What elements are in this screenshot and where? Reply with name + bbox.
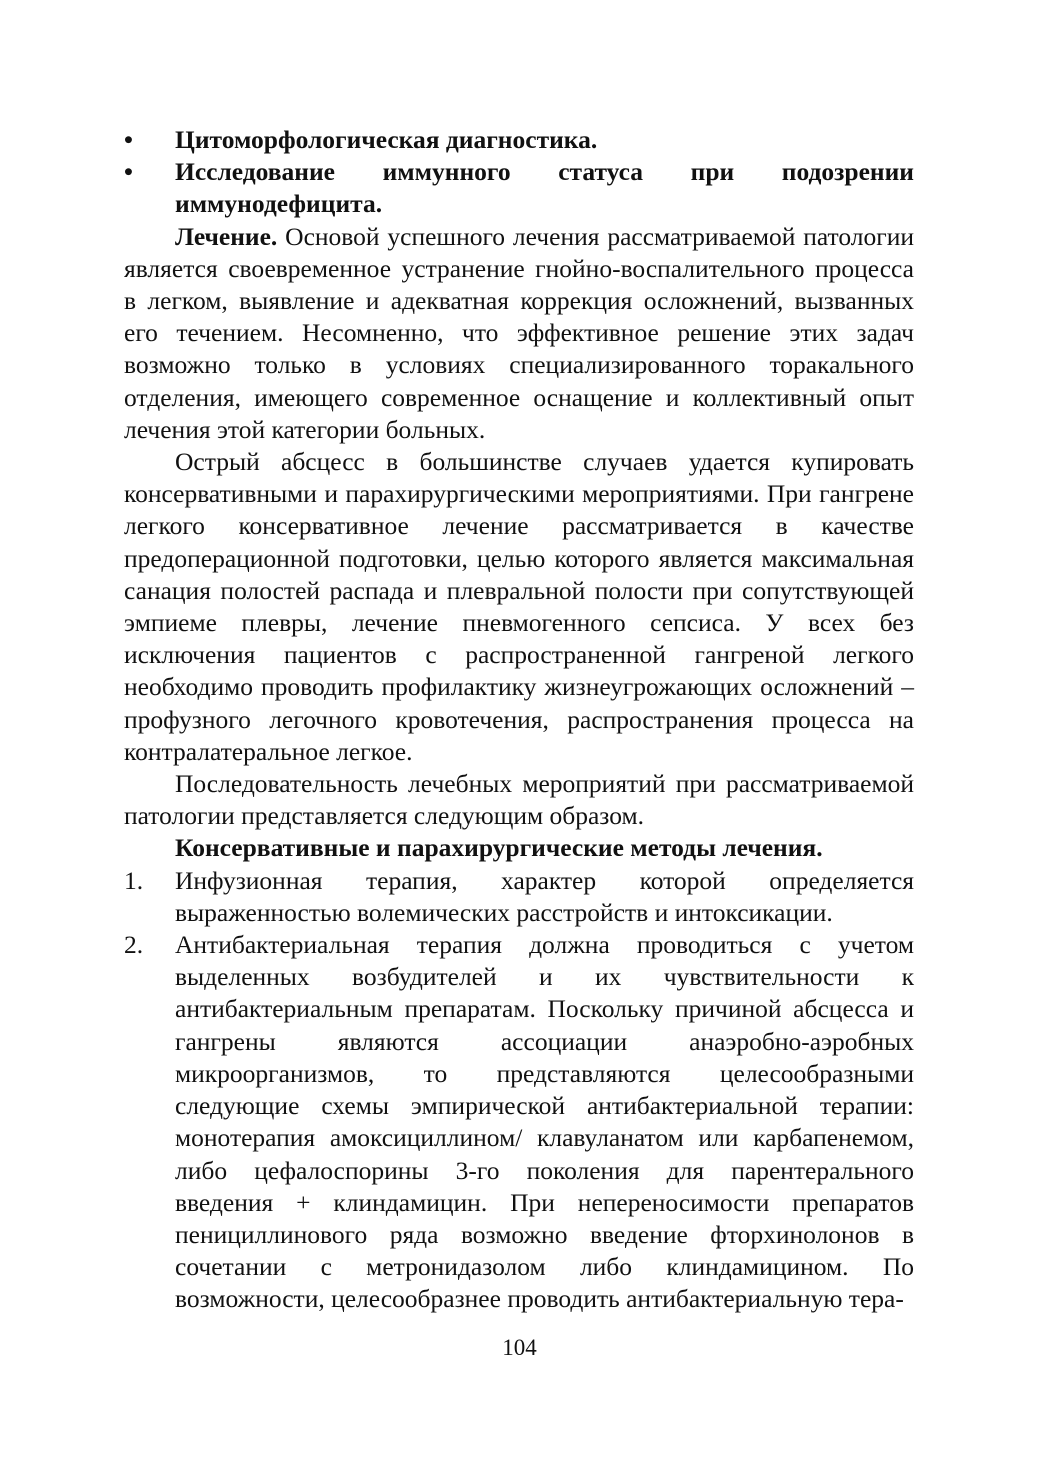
treatment-text: Основой успешного лечения рассматриваемой патологии является своевременное устранение гнойно-воспалительного процесса в легком, выявление и адекватная коррекция осложнений, вызванных его течением. Несомненно, что эффективное решение этих задач возможно только в условиях специализированного торакального отделения, имеющего современное оснащение и коллективный опыт лечения этой категории больных. xyxy=(124,221,914,444)
treatment-paragraph xyxy=(124,221,914,446)
paragraph-acute-abscess: Острый абсцесс в большинстве случаев удается купировать консервативными и парахирургическими мероприятиями. При гангрене легкого консервативное лечение рассматривается в качестве предоперационной подготовки, целью которого является максимальная санация полостей распада и плевральной полости при сопутствующей эмпиеме плевры, лечение пневмогенного сепсиса. У всех без исключения пациентов с распространенной гангреной легкого необходимо проводить профилактику жизнеугрожающих осложнений – профузного легочного кровотечения, распространения процесса на контралатеральное легкое. xyxy=(124,447,914,766)
bullet-text: Исследование иммунного статуса при подозрении иммунодефицита. xyxy=(175,157,914,219)
page-body xyxy=(124,124,914,1316)
numbered-marker: 2. xyxy=(124,930,144,960)
bullet-marker: • xyxy=(124,125,133,154)
section-heading: Консервативные и парахирургические методы лечения. xyxy=(175,833,823,863)
bullet-text: Цитоморфологическая диагностика. xyxy=(175,125,598,154)
page-number: 104 xyxy=(502,1335,537,1360)
numbered-item xyxy=(124,929,914,1315)
bullet-item xyxy=(124,124,914,156)
paragraph-sequence: Последовательность лечебных мероприятий при рассматриваемой патологии представляется следующим образом. xyxy=(124,769,914,831)
numbered-item xyxy=(124,865,914,929)
numbered-marker: 1. xyxy=(124,865,144,895)
bullet-item xyxy=(124,156,914,220)
bullet-marker: • xyxy=(124,157,133,187)
treatment-label: Лечение. xyxy=(175,221,278,251)
numbered-text: Антибактериальная терапия должна проводиться с учетом выделенных возбудителей и их чувствительности к антибактериальным препаратам. Поскольку причиной абсцесса и гангрены являются ассоциации анаэробно-аэробных микроорганизмов, то представляются целесообразными следующие схемы эмпирической антибактериальной терапии: монотерапия амоксициллином/ клавуланатом или карбапенемом, либо цефалоспорины 3-го поколения для парентерального введения + клиндамицин. При непереносимости препаратов пенициллинового ряда возможно введение фторхинолонов в сочетании с метронидазолом либо клиндамицином. По возможности, целесообразнее проводить антибактериальную тера- xyxy=(175,930,914,1314)
numbered-text: Инфузионная терапия, характер которой определяется выраженностью волемических расстройств и интоксикации. xyxy=(175,865,914,927)
